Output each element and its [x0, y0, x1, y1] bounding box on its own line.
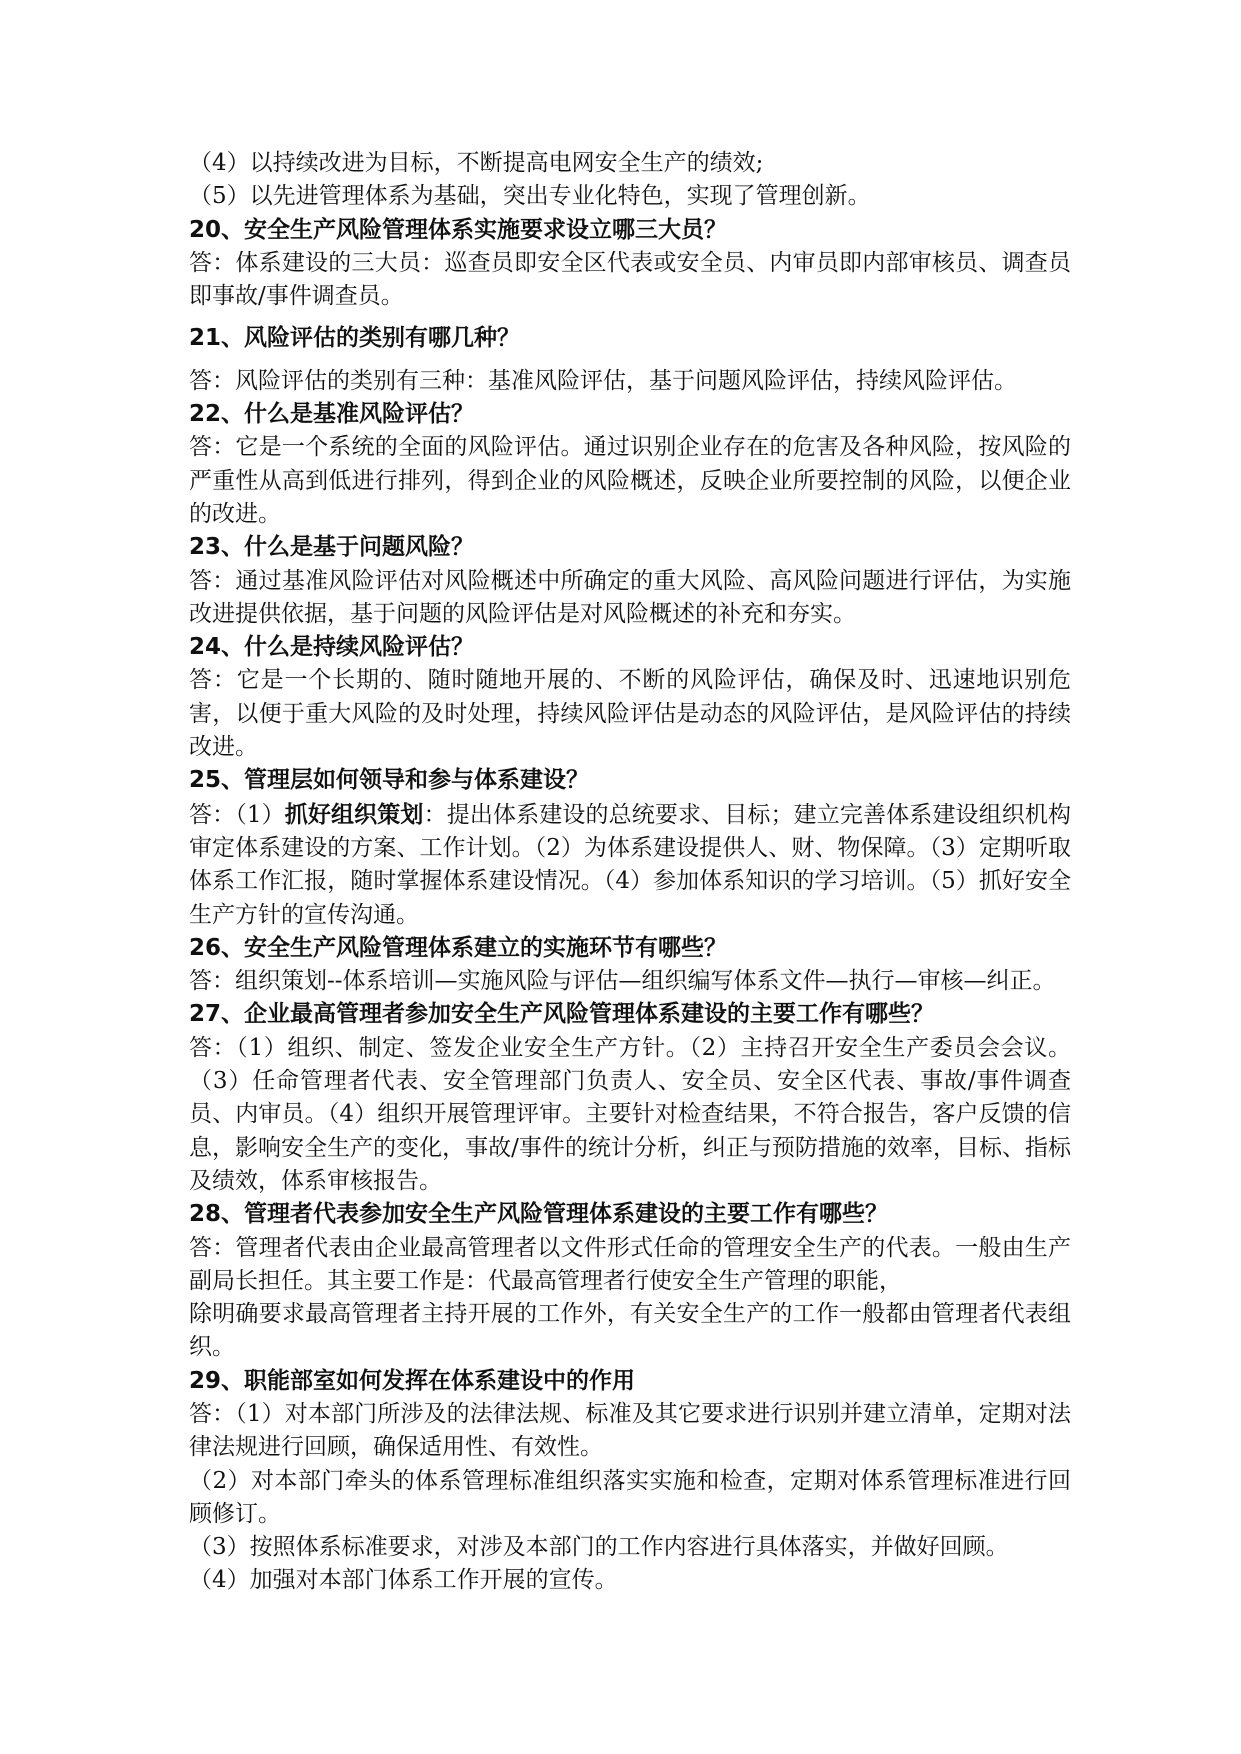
answer-28-part-1: 答：管理者代表由企业最高管理者以文件形式任命的管理安全生产的代表。一般由生产副局长担任。其主要工作是：代最高管理者行使安全生产管理的职能， — [189, 1234, 1071, 1294]
answer-25 — [189, 798, 1071, 932]
question-23: 23、什么是基于问题风险？ — [189, 534, 475, 561]
question-28: 28、管理者代表参加安全生产风险管理体系建设的主要工作有哪些？ — [189, 1201, 889, 1228]
answer-27: 答：（1）组织、制定、签发企业安全生产方针。（2）主持召开安全生产委员会会议。（3）任命管理者代表、安全管理部门负责人、安全员、安全区代表、事故/事件调查员、内审员。（4）组织开展管理评审。主要针对检查结果，不符合报告，客户反馈的信息，影响安全生产的变化，事故/事件的统计分析，纠正与预防措施的效率，目标、指标及绩效，体系审核报告。 — [189, 1034, 1071, 1194]
answer-28-part-2: 除明确要求最高管理者主持开展的工作外，有关安全生产的工作一般都由管理者代表组织。 — [189, 1301, 1071, 1361]
question-26: 26、安全生产风险管理体系建立的实施环节有哪些？ — [189, 934, 728, 961]
question-22: 22、什么是基准风险评估？ — [189, 401, 475, 428]
document-page — [189, 147, 1071, 1598]
question-20: 20、安全生产风险管理体系实施要求设立哪三大员？ — [189, 216, 728, 243]
question-29: 29、职能部室如何发挥在体系建设中的作用 — [189, 1367, 636, 1394]
answer-29-item-3: （3）按照体系标准要求，对涉及本部门的工作内容进行具体落实，并做好回顾。 — [189, 1534, 1009, 1561]
answer-21: 答：风险评估的类别有三种：基准风险评估，基于问题风险评估，持续风险评估。 — [189, 367, 1017, 394]
answer-25-emphasis: 抓好组织策划 — [284, 800, 424, 828]
answer-20: 答：体系建设的三大员：巡查员即安全区代表或安全员、内审员即内部审核员、调查员即事故/事件调查员。 — [189, 249, 1071, 310]
answer-25-prefix: 答：（1） — [189, 801, 285, 828]
answer-25-rest: ：提出体系建设的总统要求、目标；建立完善体系建设组织机构 审定体系建设的方案、工作计划。（2）为体系建设提供人、财、物保障。（3）定期听取体系工作汇报，随时掌握体系建设情况。（4）参加体系知识的学习培训。（5）抓好安全生产方针的宣传沟通。 — [189, 801, 1072, 928]
answer-29-item-2: （2）对本部门牵头的体系管理标准组织落实实施和检查，定期对体系管理标准进行回顾修订。 — [189, 1467, 1071, 1527]
question-25: 25、管理层如何领导和参与体系建设？ — [189, 767, 590, 794]
item-5-text: （5）以先进管理体系为基础，突出专业化特色，实现了管理创新。 — [189, 183, 871, 210]
answer-23: 答：通过基准风险评估对风险概述中所确定的重大风险、高风险问题进行评估，为实施改进提供依据，基于问题的风险评估是对风险概述的补充和夯实。 — [189, 567, 1071, 627]
question-24: 24、什么是持续风险评估？ — [189, 634, 475, 661]
item-4-text: （4）以持续改进为目标，不断提高电网安全生产的绩效; — [189, 150, 764, 176]
answer-29-item-4: （4）加强对本部门体系工作开展的宣传。 — [189, 1567, 618, 1594]
answer-29-item-1: 答：（1）对本部门所涉及的法律法规、标准及其它要求进行识别并建立清单，定期对法律法规进行回顾，确保适用性、有效性。 — [189, 1400, 1071, 1461]
answer-26: 答：组织策划--体系培训—实施风险与评估—组织编写体系文件—执行—审核—纠正。 — [189, 968, 1056, 995]
answer-22: 答：它是一个系统的全面的风险评估。通过识别企业存在的危害及各种风险，按风险的严重性从高到低进行排列，得到企业的风险概述，反映企业所要控制的风险，以便企业的改进。 — [189, 434, 1071, 527]
answer-24: 答：它是一个长期的、随时随地开展的、不断的风险评估，确保及时、迅速地识别危害，以便于重大风险的及时处理，持续风险评估是动态的风险评估，是风险评估的持续改进。 — [189, 667, 1071, 761]
question-27: 27、企业最高管理者参加安全生产风险管理体系建设的主要工作有哪些？ — [189, 1001, 935, 1028]
question-21: 21、风险评估的类别有哪几种？ — [189, 325, 521, 352]
